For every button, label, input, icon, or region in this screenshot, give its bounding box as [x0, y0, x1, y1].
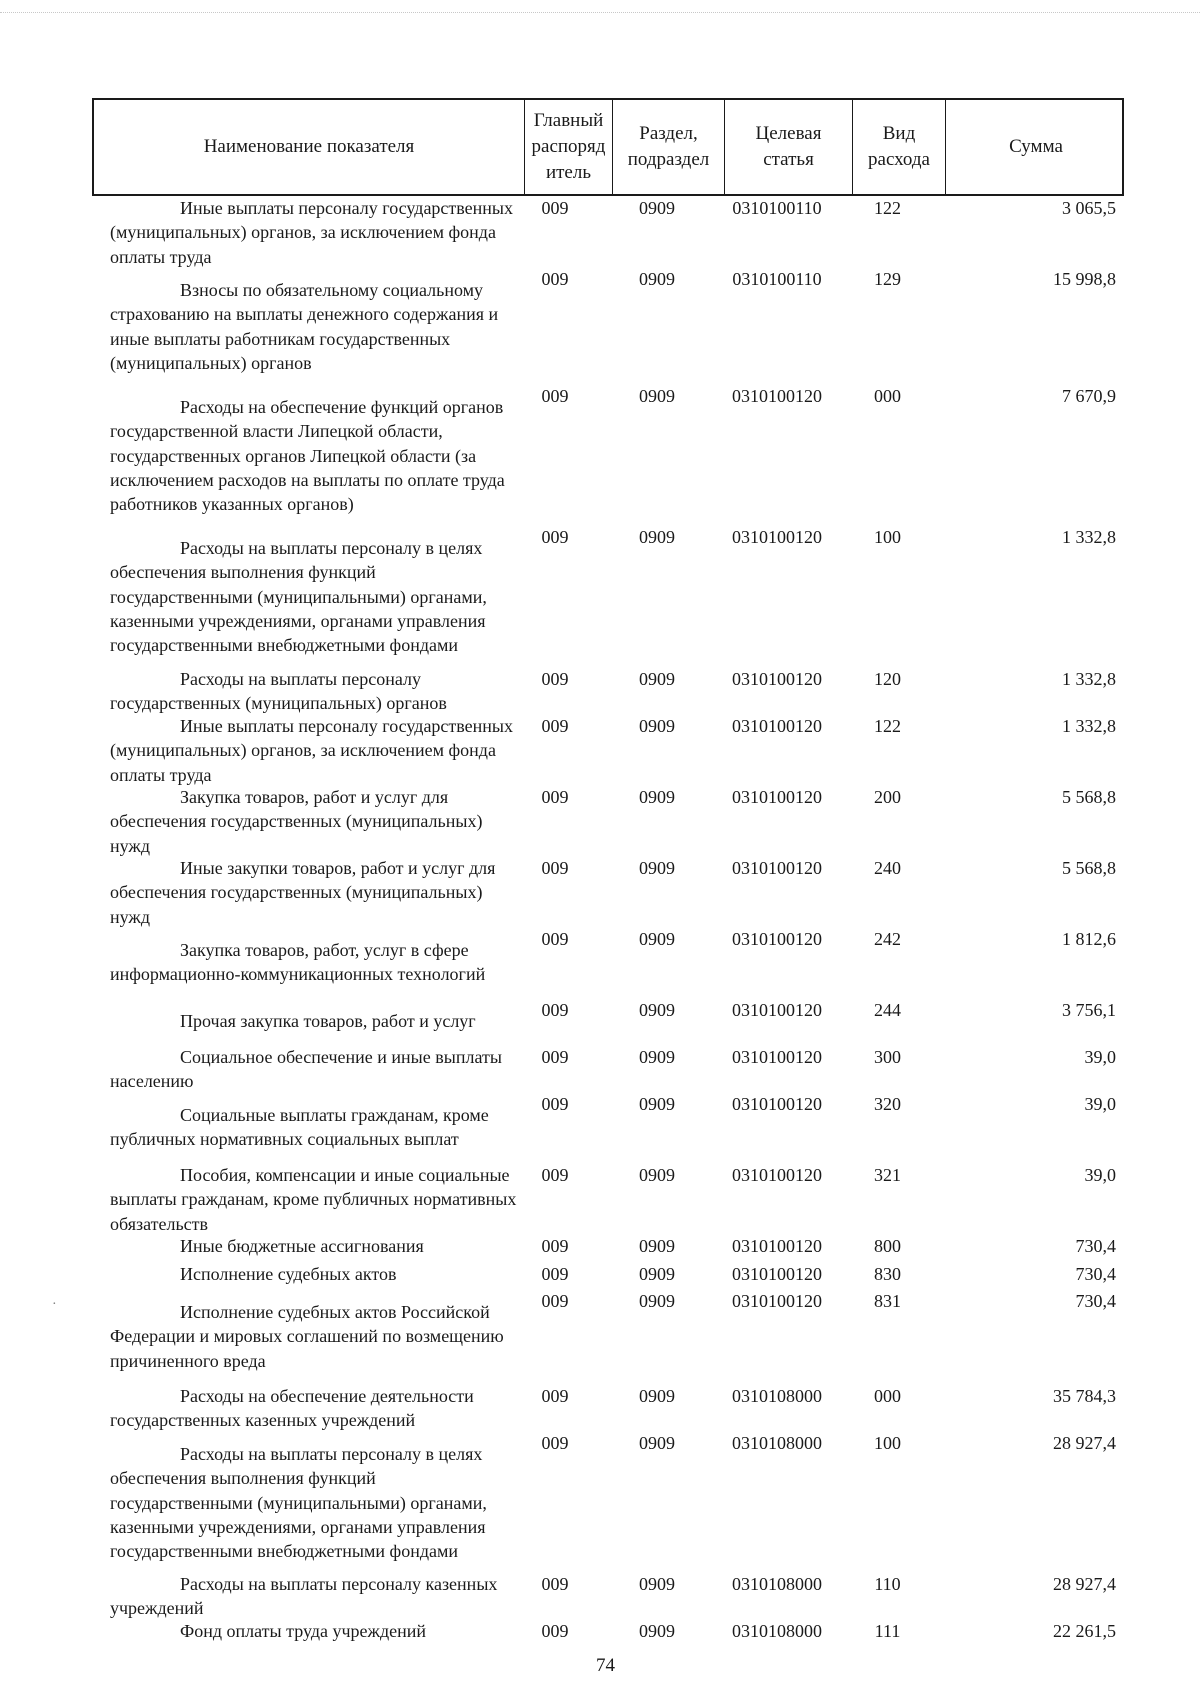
row-name: Социальные выплаты гражданам, кроме публичных нормативных социальных выплат	[110, 1105, 489, 1150]
row-manager: 009	[541, 787, 569, 807]
row-type: 200	[874, 787, 901, 807]
row-name: Иные выплаты персоналу государственных (муниципальных) органов, за исключением фонда оплаты труда	[110, 198, 514, 267]
row-target: 0310100120	[732, 527, 822, 547]
row-sum: 1 332,8	[1062, 716, 1116, 736]
row-name: Исполнение судебных актов	[180, 1264, 397, 1284]
row-manager: 009	[541, 198, 569, 218]
row-type: 321	[874, 1165, 901, 1185]
row-sum: 28 927,4	[1053, 1574, 1116, 1594]
table-row	[92, 856, 1124, 927]
row-section: 0909	[639, 1236, 675, 1256]
row-target: 0310108000	[732, 1433, 822, 1453]
row-target: 0310100120	[732, 1000, 822, 1020]
table-row	[92, 1384, 1124, 1431]
page-number: 74	[596, 1655, 615, 1676]
row-type: 122	[874, 716, 901, 736]
row-manager: 009	[541, 858, 569, 878]
row-section: 0909	[639, 787, 675, 807]
row-section: 0909	[639, 1621, 675, 1641]
row-target: 0310108000	[732, 1386, 822, 1406]
row-manager: 009	[541, 1433, 569, 1453]
row-manager: 009	[541, 1621, 569, 1641]
row-name: Исполнение судебных актов Российской Федерации и мировых соглашений по возмещению причиненного вреда	[110, 1302, 504, 1371]
row-manager: 009	[541, 1236, 569, 1256]
row-target: 0310100120	[732, 1236, 822, 1256]
row-section: 0909	[639, 716, 675, 736]
row-section: 0909	[639, 198, 675, 218]
row-sum: 730,4	[1075, 1264, 1116, 1284]
table-row	[92, 714, 1124, 785]
row-target: 0310108000	[732, 1621, 822, 1641]
row-section: 0909	[639, 1574, 675, 1594]
table-row	[92, 196, 1124, 267]
table-row	[92, 1619, 1124, 1647]
row-name: Расходы на обеспечение деятельности государственных казенных учреждений	[110, 1386, 474, 1431]
row-target: 0310100120	[732, 1291, 822, 1311]
row-section: 0909	[639, 1264, 675, 1284]
row-manager: 009	[541, 669, 569, 689]
row-name: Взносы по обязательному социальному страхованию на выплаты денежного содержания и иные выплаты работникам государственных (муниципальных) органов	[110, 280, 499, 373]
row-type: 244	[874, 1000, 901, 1020]
row-section: 0909	[639, 1000, 675, 1020]
row-section: 0909	[639, 929, 675, 949]
table-row	[92, 785, 1124, 856]
row-type: 000	[874, 1386, 901, 1406]
row-section: 0909	[639, 1433, 675, 1453]
header-type: Вид расхода	[853, 100, 946, 194]
row-target: 0310100120	[732, 929, 822, 949]
table-row	[92, 1572, 1124, 1619]
table-row	[92, 1092, 1124, 1163]
row-name: Закупка товаров, работ, услуг в сфере информационно-коммуникационных технологий	[110, 940, 486, 985]
row-section: 0909	[639, 1047, 675, 1067]
row-name: Расходы на обеспечение функций органов государственной власти Липецкой области, государственных органов Липецкой области (за исключением расходов на выплаты по оплате труда работников указанных органов)	[110, 397, 505, 515]
row-target: 0310100110	[732, 198, 822, 218]
row-type: 000	[874, 386, 901, 406]
row-type: 800	[874, 1236, 901, 1256]
scan-edge-line	[0, 12, 1200, 13]
row-type: 120	[874, 669, 901, 689]
row-name: Расходы на выплаты персоналу казенных учреждений	[110, 1574, 498, 1619]
row-manager: 009	[541, 716, 569, 736]
row-name: Иные закупки товаров, работ и услуг для обеспечения государственных (муниципальных) нужд	[110, 858, 496, 927]
row-manager: 009	[541, 1000, 569, 1020]
header-name: Наименование показателя	[94, 100, 525, 194]
row-section: 0909	[639, 386, 675, 406]
row-manager: 009	[541, 269, 569, 289]
row-sum: 39,0	[1084, 1047, 1116, 1067]
table-row	[92, 667, 1124, 714]
row-type: 831	[874, 1291, 901, 1311]
row-target: 0310100120	[732, 858, 822, 878]
row-type: 122	[874, 198, 901, 218]
row-target: 0310100120	[732, 669, 822, 689]
row-sum: 35 784,3	[1053, 1386, 1116, 1406]
row-type: 100	[874, 527, 901, 547]
row-manager: 009	[541, 1291, 569, 1311]
row-section: 0909	[639, 1386, 675, 1406]
row-type: 300	[874, 1047, 901, 1067]
table-row	[92, 525, 1124, 667]
header-sum: Сумма	[1009, 136, 1063, 157]
row-manager: 009	[541, 1264, 569, 1284]
row-type: 242	[874, 929, 901, 949]
row-type: 320	[874, 1094, 901, 1114]
row-name: Расходы на выплаты персоналу в целях обеспечения выполнения функций государственными (муниципальными) органами, казенными учреждениями, органами управления государственными внебюджетными фондами	[110, 538, 487, 656]
row-type: 830	[874, 1264, 901, 1284]
table-row	[92, 1234, 1124, 1262]
row-section: 0909	[639, 527, 675, 547]
row-sum: 22 261,5	[1053, 1621, 1116, 1641]
row-sum: 5 568,8	[1062, 787, 1116, 807]
table-row	[92, 927, 1124, 998]
row-manager: 009	[541, 1574, 569, 1594]
row-sum: 15 998,8	[1053, 269, 1116, 289]
row-manager: 009	[541, 929, 569, 949]
row-name: Фонд оплаты труда учреждений	[180, 1621, 426, 1641]
row-type: 111	[874, 1621, 901, 1641]
row-manager: 009	[541, 527, 569, 547]
row-sum: 730,4	[1075, 1236, 1116, 1256]
table-row	[92, 998, 1124, 1045]
row-manager: 009	[541, 1386, 569, 1406]
row-name: Расходы на выплаты персоналу в целях обеспечения выполнения функций государственными (муниципальными) органами, казенными учреждениями, органами управления государственными внебюджетными фондами	[110, 1444, 487, 1562]
row-name: Расходы на выплаты персоналу государственных (муниципальных) органов	[110, 669, 447, 714]
row-section: 0909	[639, 269, 675, 289]
row-name: Закупка товаров, работ и услуг для обеспечения государственных (муниципальных) нужд	[110, 787, 483, 856]
row-sum: 730,4	[1075, 1291, 1116, 1311]
table-row	[92, 1431, 1124, 1572]
row-type: 240	[874, 858, 901, 878]
row-sum: 39,0	[1084, 1165, 1116, 1185]
row-section: 0909	[639, 1291, 675, 1311]
table-row	[92, 1163, 1124, 1234]
table-row	[92, 1289, 1124, 1384]
table-body	[92, 196, 1124, 1647]
row-sum: 7 670,9	[1062, 386, 1116, 406]
row-section: 0909	[639, 858, 675, 878]
row-target: 0310100110	[732, 269, 822, 289]
table-row	[92, 1045, 1124, 1092]
row-section: 0909	[639, 669, 675, 689]
row-section: 0909	[639, 1094, 675, 1114]
row-sum: 3 065,5	[1062, 198, 1116, 218]
row-sum: 28 927,4	[1053, 1433, 1116, 1453]
row-target: 0310100120	[732, 386, 822, 406]
table-row	[92, 384, 1124, 525]
row-target: 0310100120	[732, 1264, 822, 1284]
row-sum: 1 812,6	[1062, 929, 1116, 949]
row-target: 0310100120	[732, 1094, 822, 1114]
row-manager: 009	[541, 1165, 569, 1185]
table-row	[92, 267, 1124, 384]
row-target: 0310100120	[732, 1165, 822, 1185]
row-type: 100	[874, 1433, 901, 1453]
row-type: 129	[874, 269, 901, 289]
row-target: 0310108000	[732, 1574, 822, 1594]
header-manager: Главный распоряд итель	[525, 100, 613, 194]
row-target: 0310100120	[732, 1047, 822, 1067]
row-manager: 009	[541, 1047, 569, 1067]
row-section: 0909	[639, 1165, 675, 1185]
row-sum: 1 332,8	[1062, 669, 1116, 689]
row-name: Иные бюджетные ассигнования	[180, 1236, 424, 1256]
row-name: Социальное обеспечение и иные выплаты населению	[110, 1047, 502, 1092]
table-row	[92, 1262, 1124, 1289]
row-target: 0310100120	[732, 787, 822, 807]
scan-speck: ·	[52, 1297, 57, 1312]
row-sum: 39,0	[1084, 1094, 1116, 1114]
header-section: Раздел, подраздел	[613, 100, 725, 194]
row-type: 110	[874, 1574, 901, 1594]
row-name: Иные выплаты персоналу государственных (муниципальных) органов, за исключением фонда оплаты труда	[110, 716, 514, 785]
row-manager: 009	[541, 1094, 569, 1114]
row-sum: 1 332,8	[1062, 527, 1116, 547]
row-target: 0310100120	[732, 716, 822, 736]
row-sum: 5 568,8	[1062, 858, 1116, 878]
row-name: Пособия, компенсации и иные социальные выплаты гражданам, кроме публичных нормативных обязательств	[110, 1165, 517, 1234]
row-manager: 009	[541, 386, 569, 406]
header-target: Целевая статья	[725, 100, 853, 194]
row-name: Прочая закупка товаров, работ и услуг	[180, 1011, 476, 1031]
row-sum: 3 756,1	[1062, 1000, 1116, 1020]
table-header	[92, 98, 1124, 196]
